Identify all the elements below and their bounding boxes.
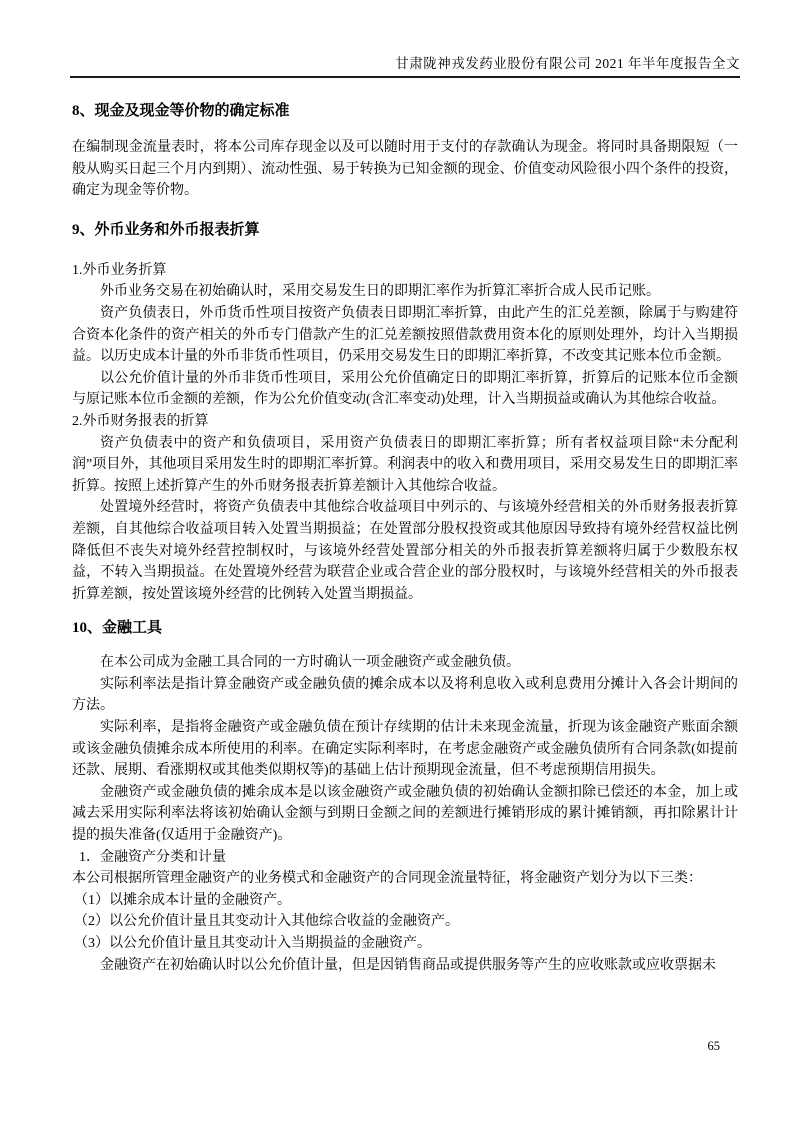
page-header [70, 55, 740, 78]
list-item: （2）以公允价值计量且其变动计入其他综合收益的金融资产。 [74, 914, 459, 930]
paragraph: 金融资产在初始确认时以公允价值计量，但是因销售商品或提供服务等产生的应收账款或应收票据未 [100, 957, 716, 973]
paragraph: 在本公司成为金融工具合同的一方时确认一项金融资产或金融负债。 [100, 655, 520, 671]
report-header-title: 甘肃陇神戎发药业股份有限公司 2021 年半年度报告全文 [395, 56, 740, 71]
section-heading-9: 9、外币业务和外币报表折算 [72, 221, 260, 238]
paragraph: 资产负债表中的资产和负债项目，采用资产负债表日的即期汇率折算；所有者权益项目除“未分配利润”项目外，其他项目采用发生时的即期汇率折算。利润表中的收入和费用项目，采用交易发生日的即期汇率折算。按照上述折算产生的外币财务报表折算差额计入其他综合收益。 [72, 435, 738, 494]
list-item: （1）以摊余成本计量的金融资产。 [74, 892, 291, 908]
paragraph: 实际利率法是指计算金融资产或金融负债的摊余成本以及将利息收入或利息费用分摊计入各会计期间的方法。 [72, 676, 738, 714]
subsection-heading: 2.外币财务报表的折算 [72, 413, 209, 429]
header-divider [70, 76, 740, 78]
section-heading-10: 10、金融工具 [72, 620, 163, 637]
section-heading-8: 8、现金及现金等价物的确定标准 [72, 103, 290, 119]
list-item: （3）以公允价值计量且其变动计入当期损益的金融资产。 [74, 936, 431, 951]
paragraph: 处置境外经营时，将资产负债表中其他综合收益项目中列示的、与该境外经营相关的外币财务报表折算差额，自其他综合收益项目转入处置当期损益；在处置部分股权投资或其他原因导致持有境外经营权益比例降低但不丧失对境外经营控制权时，与该境外经营处置部分相关的外币报表折算差额将归属于少数股东权益，不转入当期损益。在处置境外经营为联营企业或合营企业的部分股权时，与该境外经营相关的外币报表折算差额，按处置该境外经营的比例转入处置当期损益。 [72, 500, 738, 602]
paragraph: 本公司根据所管理金融资产的业务模式和金融资产的合同现金流量特征，将金融资产划分为以下三类： [72, 871, 702, 887]
paragraph: 外币业务交易在初始确认时，采用交易发生日的即期汇率作为折算汇率折合成人民币记账。 [100, 284, 660, 300]
paragraph: 金融资产或金融负债的摊余成本是以该金融资产或金融负债的初始确认金额扣除已偿还的本金，加上或减去采用实际利率法将该初始确认金额与到期日金额之间的差额进行摊销形成的累计摊销额，再扣除累计计提的损失准备(仅适用于金融资产)。 [72, 784, 738, 844]
paragraph: 实际利率，是指将金融资产或金融负债在预计存续期的估计未来现金流量，折现为该金融资产账面余额或该金融负债摊余成本所使用的利率。在确定实际利率时，在考虑金融资产或金融负债所有合同条款(如提前还款、展期、看涨期权或其他类似期权等)的基础上估计预期现金流量，但不考虑预期信用损失。 [72, 720, 738, 779]
document-body [72, 92, 738, 976]
paragraph: 在编制现金流量表时，将本公司库存现金以及可以随时用于支付的存款确认为现金。将同时具备期限短（一般从购买日起三个月内到期）、流动性强、易于转换为已知金额的现金、价值变动风险很小四个条件的投资，确定为现金等价物。 [72, 140, 738, 199]
paragraph: 以公允价值计量的外币非货币性项目，采用公允价值确定日的即期汇率折算，折算后的记账本位币金额与原记账本位币金额的差额，作为公允价值变动(含汇率变动)处理，计入当期损益或确认为其他综合收益。 [72, 370, 738, 408]
subsection-heading: 1.外币业务折算 [72, 262, 167, 278]
numbered-item: 1．金融资产分类和计量 [79, 849, 226, 865]
page-number: 65 [707, 1039, 720, 1053]
paragraph: 资产负债表日，外币货币性项目按资产负债表日即期汇率折算，由此产生的汇兑差额，除属于与购建符合资本化条件的资产相关的外币专门借款产生的汇兑差额按照借款费用资本化的原则处理外，均计入当期损益。以历史成本计量的外币非货币性项目，仍采用交易发生日的即期汇率折算，不改变其记账本位币金额。 [72, 305, 738, 365]
